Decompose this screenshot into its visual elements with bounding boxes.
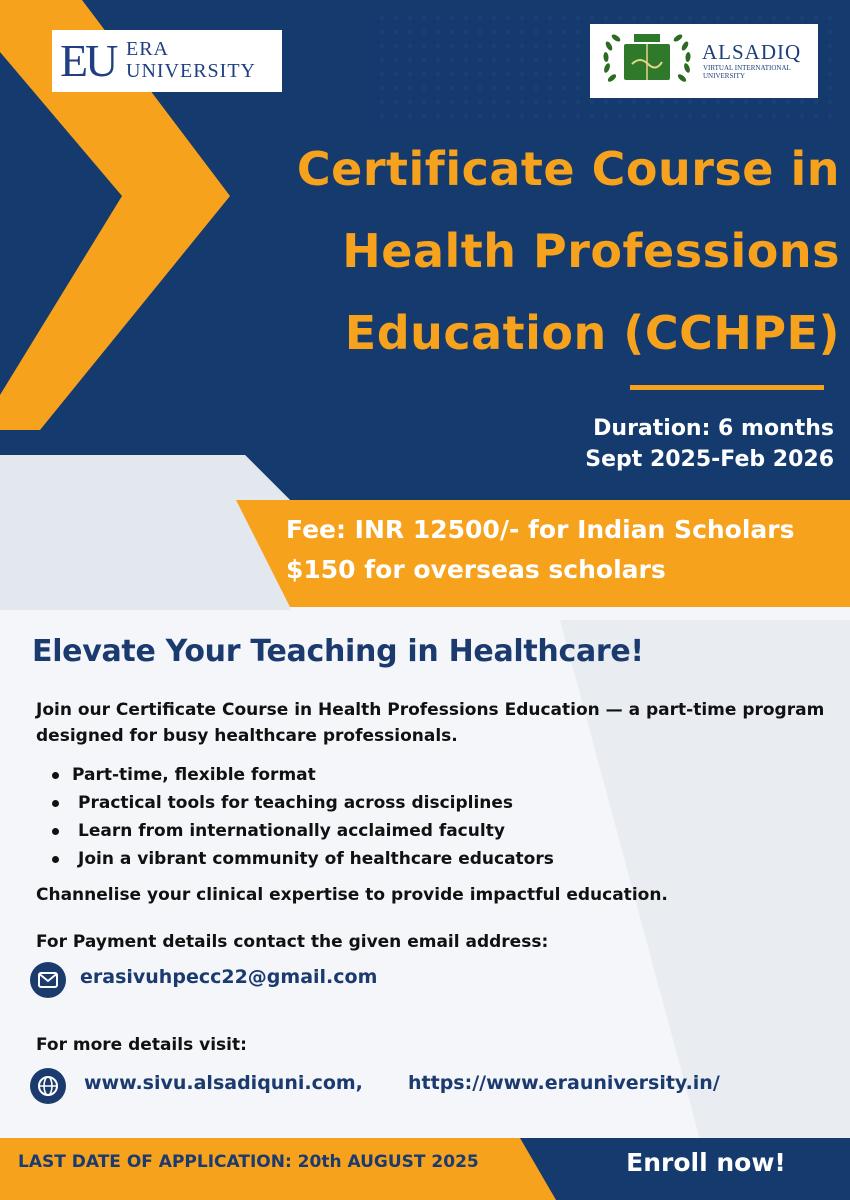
fee-overseas: $150 for overseas scholars	[286, 555, 666, 584]
date-range-line: Sept 2025-Feb 2026	[585, 447, 834, 472]
globe-icon	[30, 1068, 66, 1104]
title-line-2: Health Professions	[342, 224, 840, 278]
course-duration	[480, 413, 834, 475]
era-university-logo	[52, 30, 282, 92]
envelope-icon	[30, 962, 66, 998]
era-logo-line1: ERA	[126, 38, 169, 60]
fee-indian: Fee: INR 12500/- for Indian Scholars	[286, 515, 795, 544]
list-item: Join a vibrant community of healthcare educators	[48, 845, 554, 873]
alsadiq-logo-subtitle: VIRTUAL INTERNATIONAL UNIVERSITY	[703, 64, 791, 80]
headline: Elevate Your Teaching in Healthcare!	[32, 634, 644, 669]
laurel-crest-icon	[598, 30, 696, 92]
course-title	[220, 128, 840, 374]
website-link-era[interactable]: https://www.erauniversity.in/	[408, 1072, 720, 1094]
email-link[interactable]: erasivuhpecc22@gmail.com	[80, 966, 378, 988]
fee-band	[286, 510, 795, 590]
era-logo-mark: EU	[60, 35, 116, 86]
payment-label: For Payment details contact the given email address:	[36, 932, 549, 952]
list-item: Practical tools for teaching across disciplines	[48, 789, 554, 817]
more-details-label: For more details visit:	[36, 1035, 247, 1055]
website-link-sivu[interactable]: www.sivu.alsadiquni.com,	[84, 1072, 363, 1094]
intro-paragraph: Join our Certificate Course in Health Professions Education — a part-time program designed for busy healthcare professionals.	[36, 700, 825, 746]
title-line-3: Education (CCHPE)	[344, 306, 840, 360]
era-logo-text	[126, 38, 256, 82]
alsadiq-logo-name: ALSADIQ	[702, 40, 802, 64]
list-item: Part-time, flexible format	[48, 761, 554, 789]
enroll-now-button[interactable]: Enroll now!	[626, 1148, 786, 1177]
era-logo-line2: UNIVERSITY	[126, 60, 256, 82]
title-line-1: Certificate Course in	[296, 142, 840, 196]
title-divider	[630, 385, 824, 390]
feature-list	[48, 761, 554, 873]
closing-statement: Channelise your clinical expertise to provide impactful education.	[36, 885, 668, 905]
alsadiq-university-logo	[590, 24, 818, 98]
application-deadline: LAST DATE OF APPLICATION: 20th AUGUST 2025	[18, 1152, 479, 1172]
list-item: Learn from internationally acclaimed faculty	[48, 817, 554, 845]
duration-line: Duration: 6 months	[593, 416, 834, 441]
